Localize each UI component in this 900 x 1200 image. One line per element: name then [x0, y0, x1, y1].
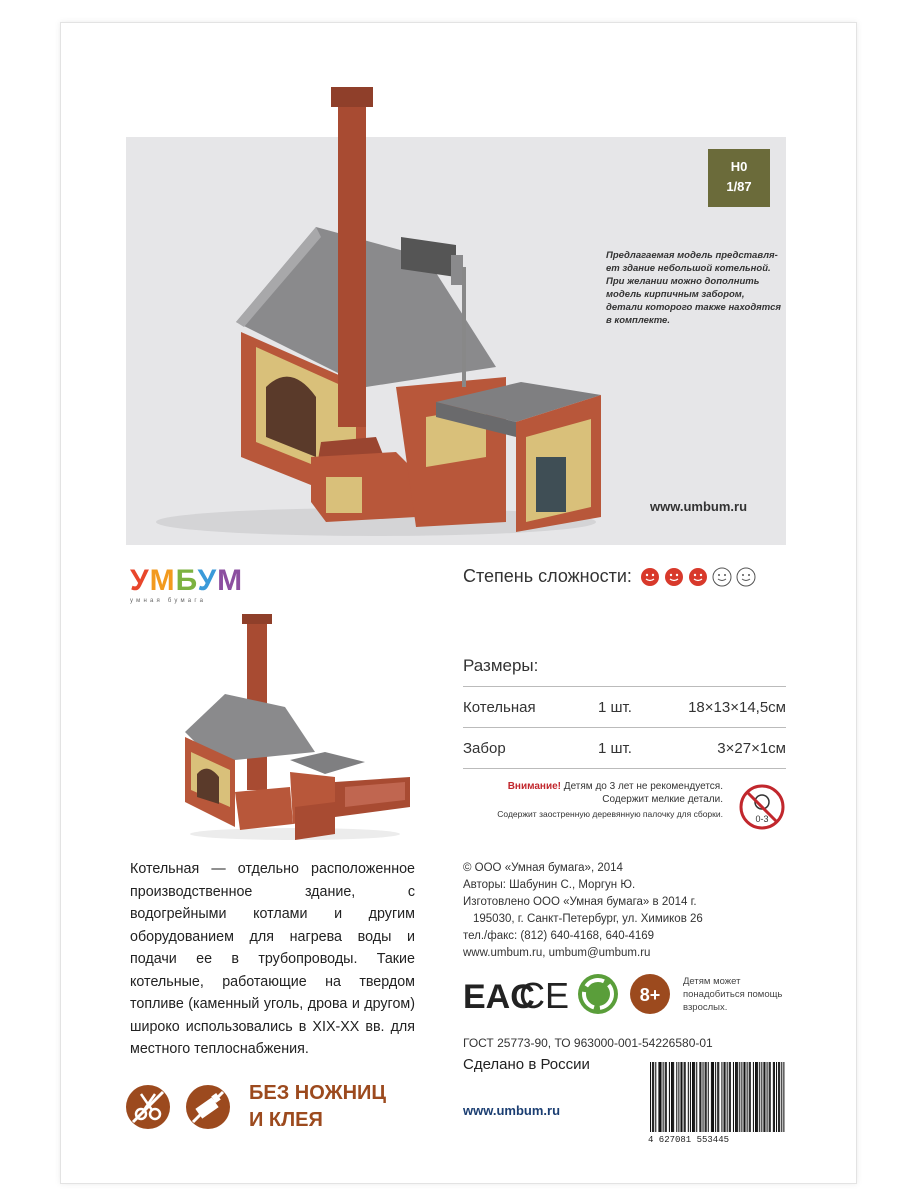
- barcode-bar: [699, 1062, 700, 1132]
- barcode-bar: [703, 1062, 704, 1132]
- barcode-bar: [718, 1062, 719, 1132]
- barcode-bar: [747, 1062, 748, 1132]
- barcode-bar: [783, 1062, 784, 1132]
- difficulty-face-empty-icon: [712, 567, 732, 587]
- warning-line-3: Содержит заостренную деревянную палочку для сборки.: [497, 809, 723, 819]
- dimensions-table: [463, 656, 786, 769]
- barcode-bar: [708, 1062, 709, 1132]
- barcode-bar: [741, 1062, 742, 1132]
- logo-letter: У: [197, 564, 218, 597]
- part-qty: 1 шт.: [598, 739, 632, 757]
- barcode-number: 4 627081 553445: [648, 1135, 730, 1145]
- barcode-bar: [778, 1062, 779, 1132]
- hero-photo: [126, 137, 786, 545]
- scale-standard: H0: [730, 159, 748, 174]
- copyright-line: © ООО «Умная бумага», 2014: [463, 862, 623, 874]
- svg-text:8+: 8+: [639, 985, 661, 1005]
- barcode-bar: [693, 1062, 694, 1132]
- gost-standard: ГОСТ 25773-90, ТО 963000-001-54226580-01: [463, 1036, 713, 1050]
- barcode-bar: [713, 1062, 714, 1132]
- logo-letter: М: [217, 564, 244, 597]
- part-name: Котельная: [463, 698, 536, 716]
- difficulty-face-filled-icon: [688, 567, 708, 587]
- barcode-bar: [680, 1062, 681, 1132]
- barcode-bar: [685, 1062, 686, 1132]
- scale-ratio: 1/87: [726, 179, 752, 194]
- barcode-bar: [773, 1062, 774, 1132]
- barcode-bar: [761, 1062, 762, 1132]
- barcode-bar: [730, 1062, 731, 1132]
- part-name: Забор: [463, 739, 506, 757]
- age-8-plus-icon: [629, 973, 671, 1015]
- barcode-bar: [684, 1062, 685, 1132]
- chimney: [338, 97, 366, 427]
- safety-warning: [463, 781, 723, 819]
- barcode-bar: [764, 1062, 765, 1132]
- barcode-bar: [776, 1062, 777, 1132]
- barcode-bar: [673, 1062, 674, 1132]
- barcode-bar: [729, 1062, 730, 1132]
- barcode-bar: [682, 1062, 683, 1132]
- product-photo-small: [175, 612, 415, 842]
- barcode-bar: [725, 1062, 726, 1132]
- phone-line: тел./факс: (812) 640-4168, 640-4169: [463, 930, 655, 942]
- barcode-bar: [750, 1062, 751, 1132]
- barcode-bar: [774, 1062, 775, 1132]
- barcode-bar: [727, 1062, 728, 1132]
- barcode-bar: [665, 1062, 666, 1132]
- barcode-bar: [711, 1062, 712, 1132]
- hero-url[interactable]: www.umbum.ru: [650, 499, 748, 514]
- warning-label: Внимание!: [507, 781, 562, 792]
- barcode-bar: [700, 1062, 701, 1132]
- barcode-bar: [676, 1062, 677, 1132]
- table-row: [463, 686, 786, 727]
- barcode-bar: [655, 1062, 656, 1132]
- difficulty-face-empty-icon: [736, 567, 756, 587]
- barcode-bar: [658, 1062, 659, 1132]
- barcode-bar: [745, 1062, 746, 1132]
- part-dims: 18×13×14,5см: [688, 698, 786, 716]
- barcode-bar: [715, 1062, 716, 1132]
- barcode-bar: [721, 1062, 722, 1132]
- no-glue-icon: [185, 1084, 231, 1130]
- part-dims: 3×27×1см: [717, 739, 786, 757]
- barcode-bar: [694, 1062, 695, 1132]
- barcode-bar: [661, 1062, 662, 1132]
- barcode-bar: [671, 1062, 672, 1132]
- barcode-bar: [779, 1062, 780, 1132]
- barcode-bar: [712, 1062, 713, 1132]
- made-in-russia: Сделано в России: [463, 1056, 590, 1073]
- barcode-bar: [669, 1062, 670, 1132]
- barcode-bar: [736, 1062, 737, 1132]
- barcode-bar: [763, 1062, 764, 1132]
- barcode-bar: [756, 1062, 757, 1132]
- barcode-bar: [759, 1062, 760, 1132]
- age-icon-text: 0-3: [755, 814, 769, 824]
- barcode-bar: [688, 1062, 689, 1132]
- barcode-bar: [753, 1062, 754, 1132]
- address-line: 195030, г. Санкт-Петербург, ул. Химиков 26: [473, 913, 703, 925]
- barcode-bar: [770, 1062, 771, 1132]
- boiler-house-illustration: [126, 137, 786, 545]
- warning-text-1: Детям до 3 лет не рекомендуется.: [563, 781, 723, 792]
- no-scissors-icon: [125, 1084, 171, 1130]
- recycle-icon: [577, 973, 619, 1015]
- barcode-bar: [735, 1062, 736, 1132]
- barcode-bar: [749, 1062, 750, 1132]
- barcode-bar: [652, 1062, 653, 1132]
- warning-line-1: [463, 781, 723, 792]
- barcode-bar: [663, 1062, 664, 1132]
- not-for-under-3-icon: [737, 782, 787, 837]
- table-row: [463, 727, 786, 769]
- certification-marks: [463, 973, 783, 1015]
- svg-text:CE: CE: [519, 975, 570, 1016]
- barcode-bar: [650, 1062, 651, 1132]
- ce-mark-icon: [517, 974, 570, 1016]
- boiler-house-with-fence-illustration: [175, 612, 415, 842]
- no-glue-line-2: И КЛЕЯ: [249, 1109, 323, 1131]
- barcode-bar: [724, 1062, 725, 1132]
- barcode-bar: [743, 1062, 744, 1132]
- manufactured-line: Изготовлено ООО «Умная бумага» в 2014 г.: [463, 896, 697, 908]
- difficulty-face-filled-icon: [640, 567, 660, 587]
- barcode-bar: [717, 1062, 718, 1132]
- barcode-bars: [646, 1060, 786, 1145]
- barcode-bar: [737, 1062, 738, 1132]
- barcode-bar: [696, 1062, 697, 1132]
- barcode-bar: [769, 1062, 770, 1132]
- barcode-bar: [706, 1062, 707, 1132]
- logo-wordmark: [130, 566, 243, 596]
- difficulty-faces: [640, 567, 760, 587]
- no-scissors-no-glue-badge: [125, 1080, 386, 1134]
- eac-mark-icon: [463, 974, 535, 1016]
- warning-line-2: Содержит мелкие детали.: [602, 794, 723, 805]
- barcode-bar: [672, 1062, 673, 1132]
- barcode-bar: [659, 1062, 660, 1132]
- barcode-bar: [692, 1062, 693, 1132]
- no-glue-line-1: БЕЗ НОЖНИЦ: [249, 1082, 387, 1104]
- difficulty-rating: [463, 566, 760, 587]
- barcode-bar: [653, 1062, 654, 1132]
- product-description: Котельная — отдельно расположенное производственное здание, с водогрейными котлами и другим оборудованием для нагрева воды и подачи ее в трубопроводы. Такие котельные, работающие на твердом топливе (каменный уголь, дрова и другом) широко использовались в XIX-XX вв. для местного теплоснабжения.: [130, 861, 415, 1057]
- barcode-bar: [666, 1062, 667, 1132]
- barcode-bar: [733, 1062, 734, 1132]
- barcode-bar: [705, 1062, 706, 1132]
- manufacturer-info: [463, 860, 763, 962]
- no-glue-text: [249, 1080, 386, 1134]
- barcode-bar: [739, 1062, 740, 1132]
- logo-letter: Б: [175, 564, 198, 597]
- logo-letter: У: [130, 564, 150, 597]
- difficulty-label: Степень сложности:: [463, 566, 632, 586]
- barcode: [646, 1060, 786, 1150]
- svg-text:EAC: EAC: [463, 978, 535, 1016]
- barcode-bar: [781, 1062, 782, 1132]
- part-qty: 1 шт.: [598, 698, 632, 716]
- barcode-bar: [767, 1062, 768, 1132]
- footer-website-link[interactable]: www.umbum.ru: [463, 1103, 561, 1118]
- logo-subtitle: умная бумага: [130, 598, 207, 604]
- barcode-bar: [690, 1062, 691, 1132]
- barcode-bar: [678, 1062, 679, 1132]
- hero-description: Предлагаемая модель представля-ет здание небольшой котельной. При желании можно дополнить модель кирпичным забором, детали которого также находятся в комплекте.: [606, 250, 781, 326]
- dimensions-title: Размеры:: [463, 656, 539, 675]
- adult-help-note: Детям может понадобиться помощь взрослых.: [683, 975, 783, 1013]
- logo-letter: М: [149, 564, 176, 597]
- brand-logo: [130, 566, 243, 604]
- difficulty-face-filled-icon: [664, 567, 684, 587]
- scale-badge: [708, 149, 770, 207]
- authors-line: Авторы: Шабунин С., Моргун Ю.: [463, 879, 636, 891]
- contacts-line: www.umbum.ru, umbum@umbum.ru: [463, 947, 651, 959]
- barcode-bar: [757, 1062, 758, 1132]
- barcode-bar: [755, 1062, 756, 1132]
